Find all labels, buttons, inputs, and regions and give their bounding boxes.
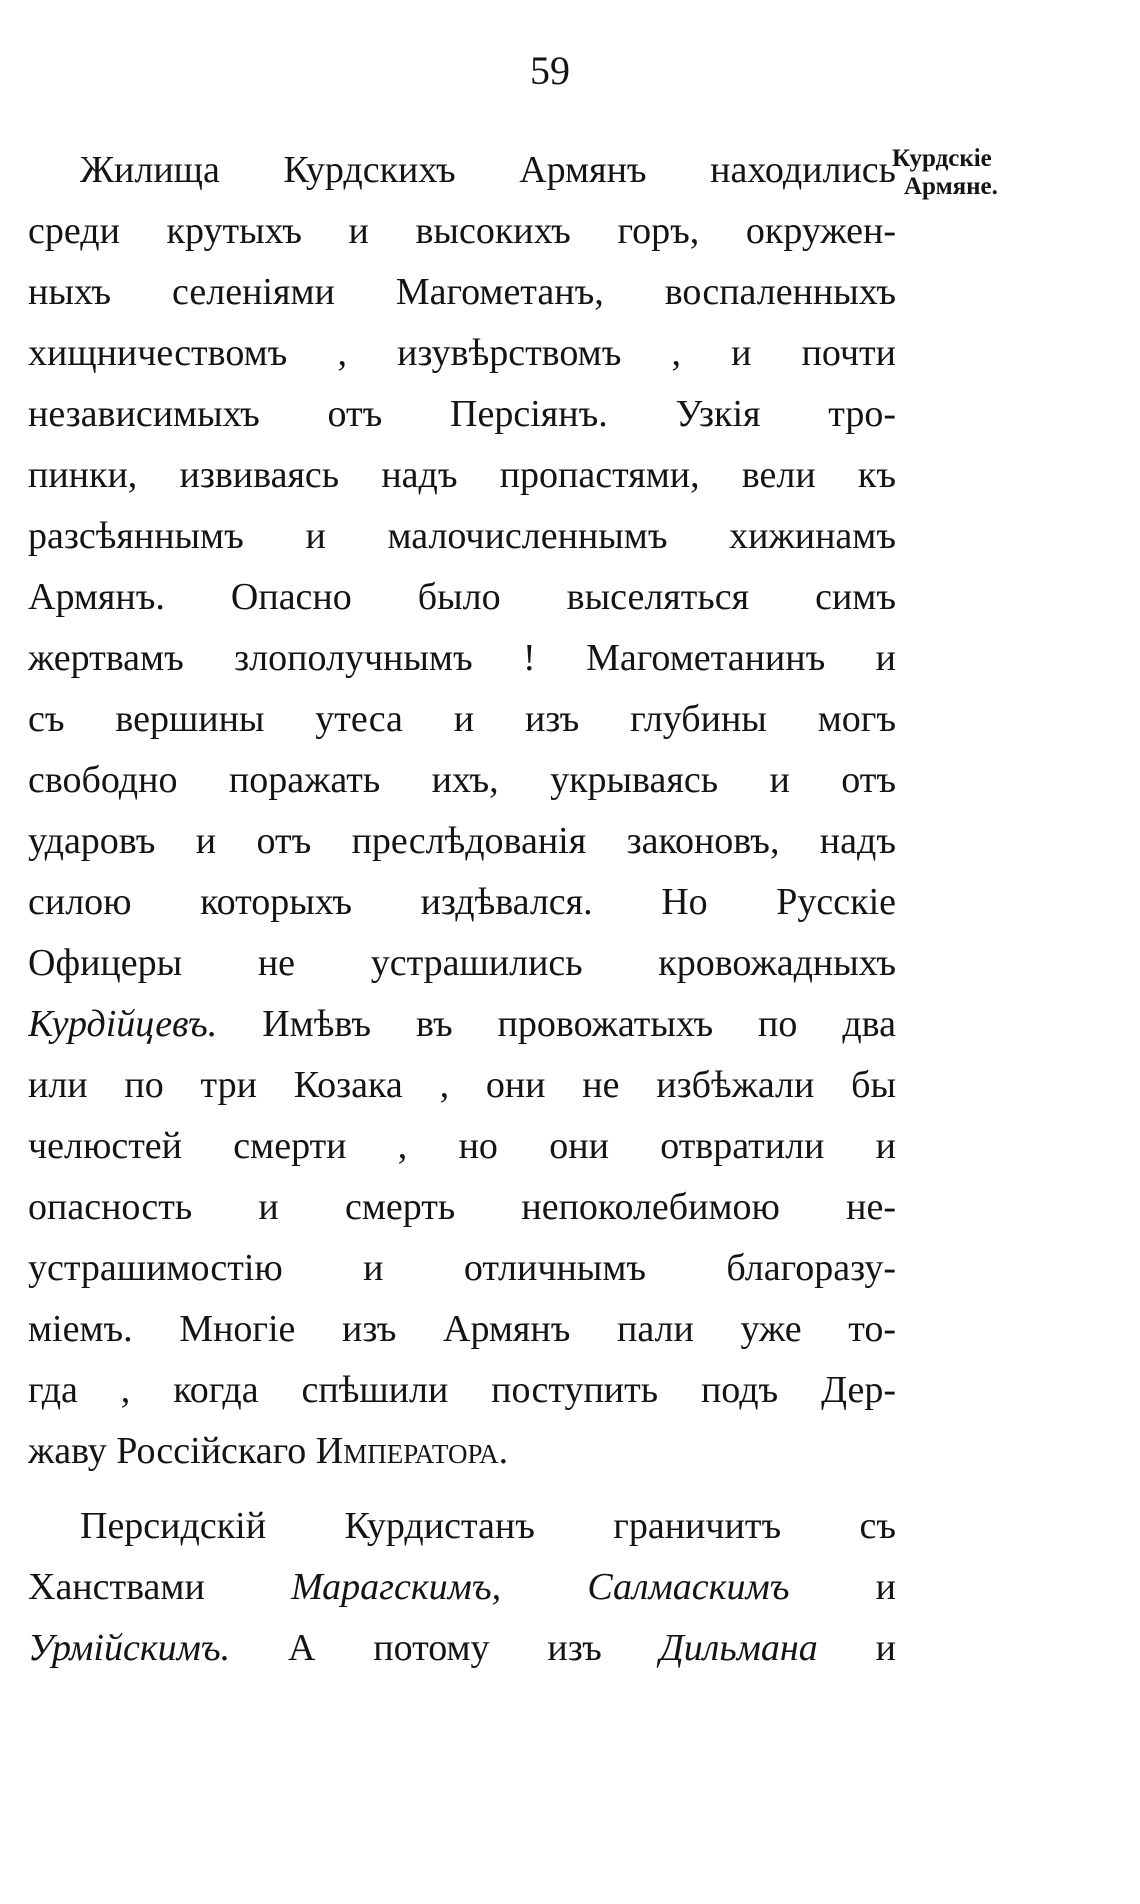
text-run: Имѣвъ въ провожатыхъ по два xyxy=(217,1003,896,1045)
body-text xyxy=(28,140,896,1679)
text-line: ныхъ селеніями Магометанъ, воспаленныхъ xyxy=(28,271,896,313)
text-line xyxy=(28,1557,896,1618)
text-line: свободно поражать ихъ, укрываясь и отъ xyxy=(28,759,896,801)
italic-word: Урмійскимъ. xyxy=(28,1627,231,1669)
text-line: Армянъ. Опасно было выселяться симъ xyxy=(28,576,896,618)
text-line: Персидскій Курдистанъ граничитъ съ xyxy=(80,1505,896,1547)
text-line: разсѣяннымъ и малочисленнымъ хижинамъ xyxy=(28,515,896,557)
text-line: среди крутыхъ и высокихъ горъ, окружен- xyxy=(28,210,896,252)
page-number: 59 xyxy=(530,48,570,93)
paragraph-gap xyxy=(28,1482,896,1496)
smallcaps-word: Императора. xyxy=(315,1430,509,1472)
text-line: челюстей смерти , но они отвратили и xyxy=(28,1125,896,1167)
text-line: жертвамъ злополучнымъ ! Магометанинъ и xyxy=(28,637,896,679)
text-line xyxy=(28,1618,896,1679)
margin-note xyxy=(892,145,1052,201)
italic-word: Курдійцевъ. xyxy=(28,1003,218,1045)
text-line xyxy=(28,1421,896,1482)
text-line: съ вершины утеса и изъ глубины могъ xyxy=(28,698,896,740)
text-run: А потому изъ xyxy=(230,1627,660,1669)
text-line: пинки, извиваясь надъ пропастями, вели къ xyxy=(28,454,896,496)
text-line: міемъ. Многіе изъ Армянъ пали уже то- xyxy=(28,1308,896,1350)
text-run: Ханствами xyxy=(28,1566,292,1608)
paragraph-2 xyxy=(28,1496,896,1679)
text-line: Жилища Курдскихъ Армянъ находились xyxy=(80,149,896,191)
text-line xyxy=(28,994,896,1055)
text-line: ударовъ и отъ преслѣдованія законовъ, надъ xyxy=(28,820,896,862)
text-line: гда , когда спѣшили поступить подъ Дер- xyxy=(28,1369,896,1411)
text-line: независимыхъ отъ Персіянъ. Узкія тро- xyxy=(28,393,896,435)
paragraph-1 xyxy=(28,140,896,1482)
text-run: и xyxy=(817,1627,896,1669)
text-line: или по три Козака , они не избѣжали бы xyxy=(28,1064,896,1106)
margin-note-line: Курдскіе xyxy=(892,145,992,172)
text-line: хищничествомъ , изувѣрствомъ , и почти xyxy=(28,332,896,374)
text-line: устрашимостію и отличнымъ благоразу- xyxy=(28,1247,896,1289)
text-run: и xyxy=(789,1566,896,1608)
text-line: опасность и смерть непоколебимою не- xyxy=(28,1186,896,1228)
italic-word: Салмаскимъ xyxy=(587,1566,790,1608)
text-run: жаву Россійскаго xyxy=(28,1430,316,1472)
italic-word: Марагскимъ, xyxy=(291,1566,502,1608)
text-run xyxy=(501,1566,587,1608)
text-line: силою которыхъ издѣвался. Но Русскіе xyxy=(28,881,896,923)
margin-note-line: Армяне. xyxy=(904,173,998,200)
italic-word: Дильмана xyxy=(659,1627,818,1669)
text-line: Офицеры не устрашились кровожадныхъ xyxy=(28,942,896,984)
